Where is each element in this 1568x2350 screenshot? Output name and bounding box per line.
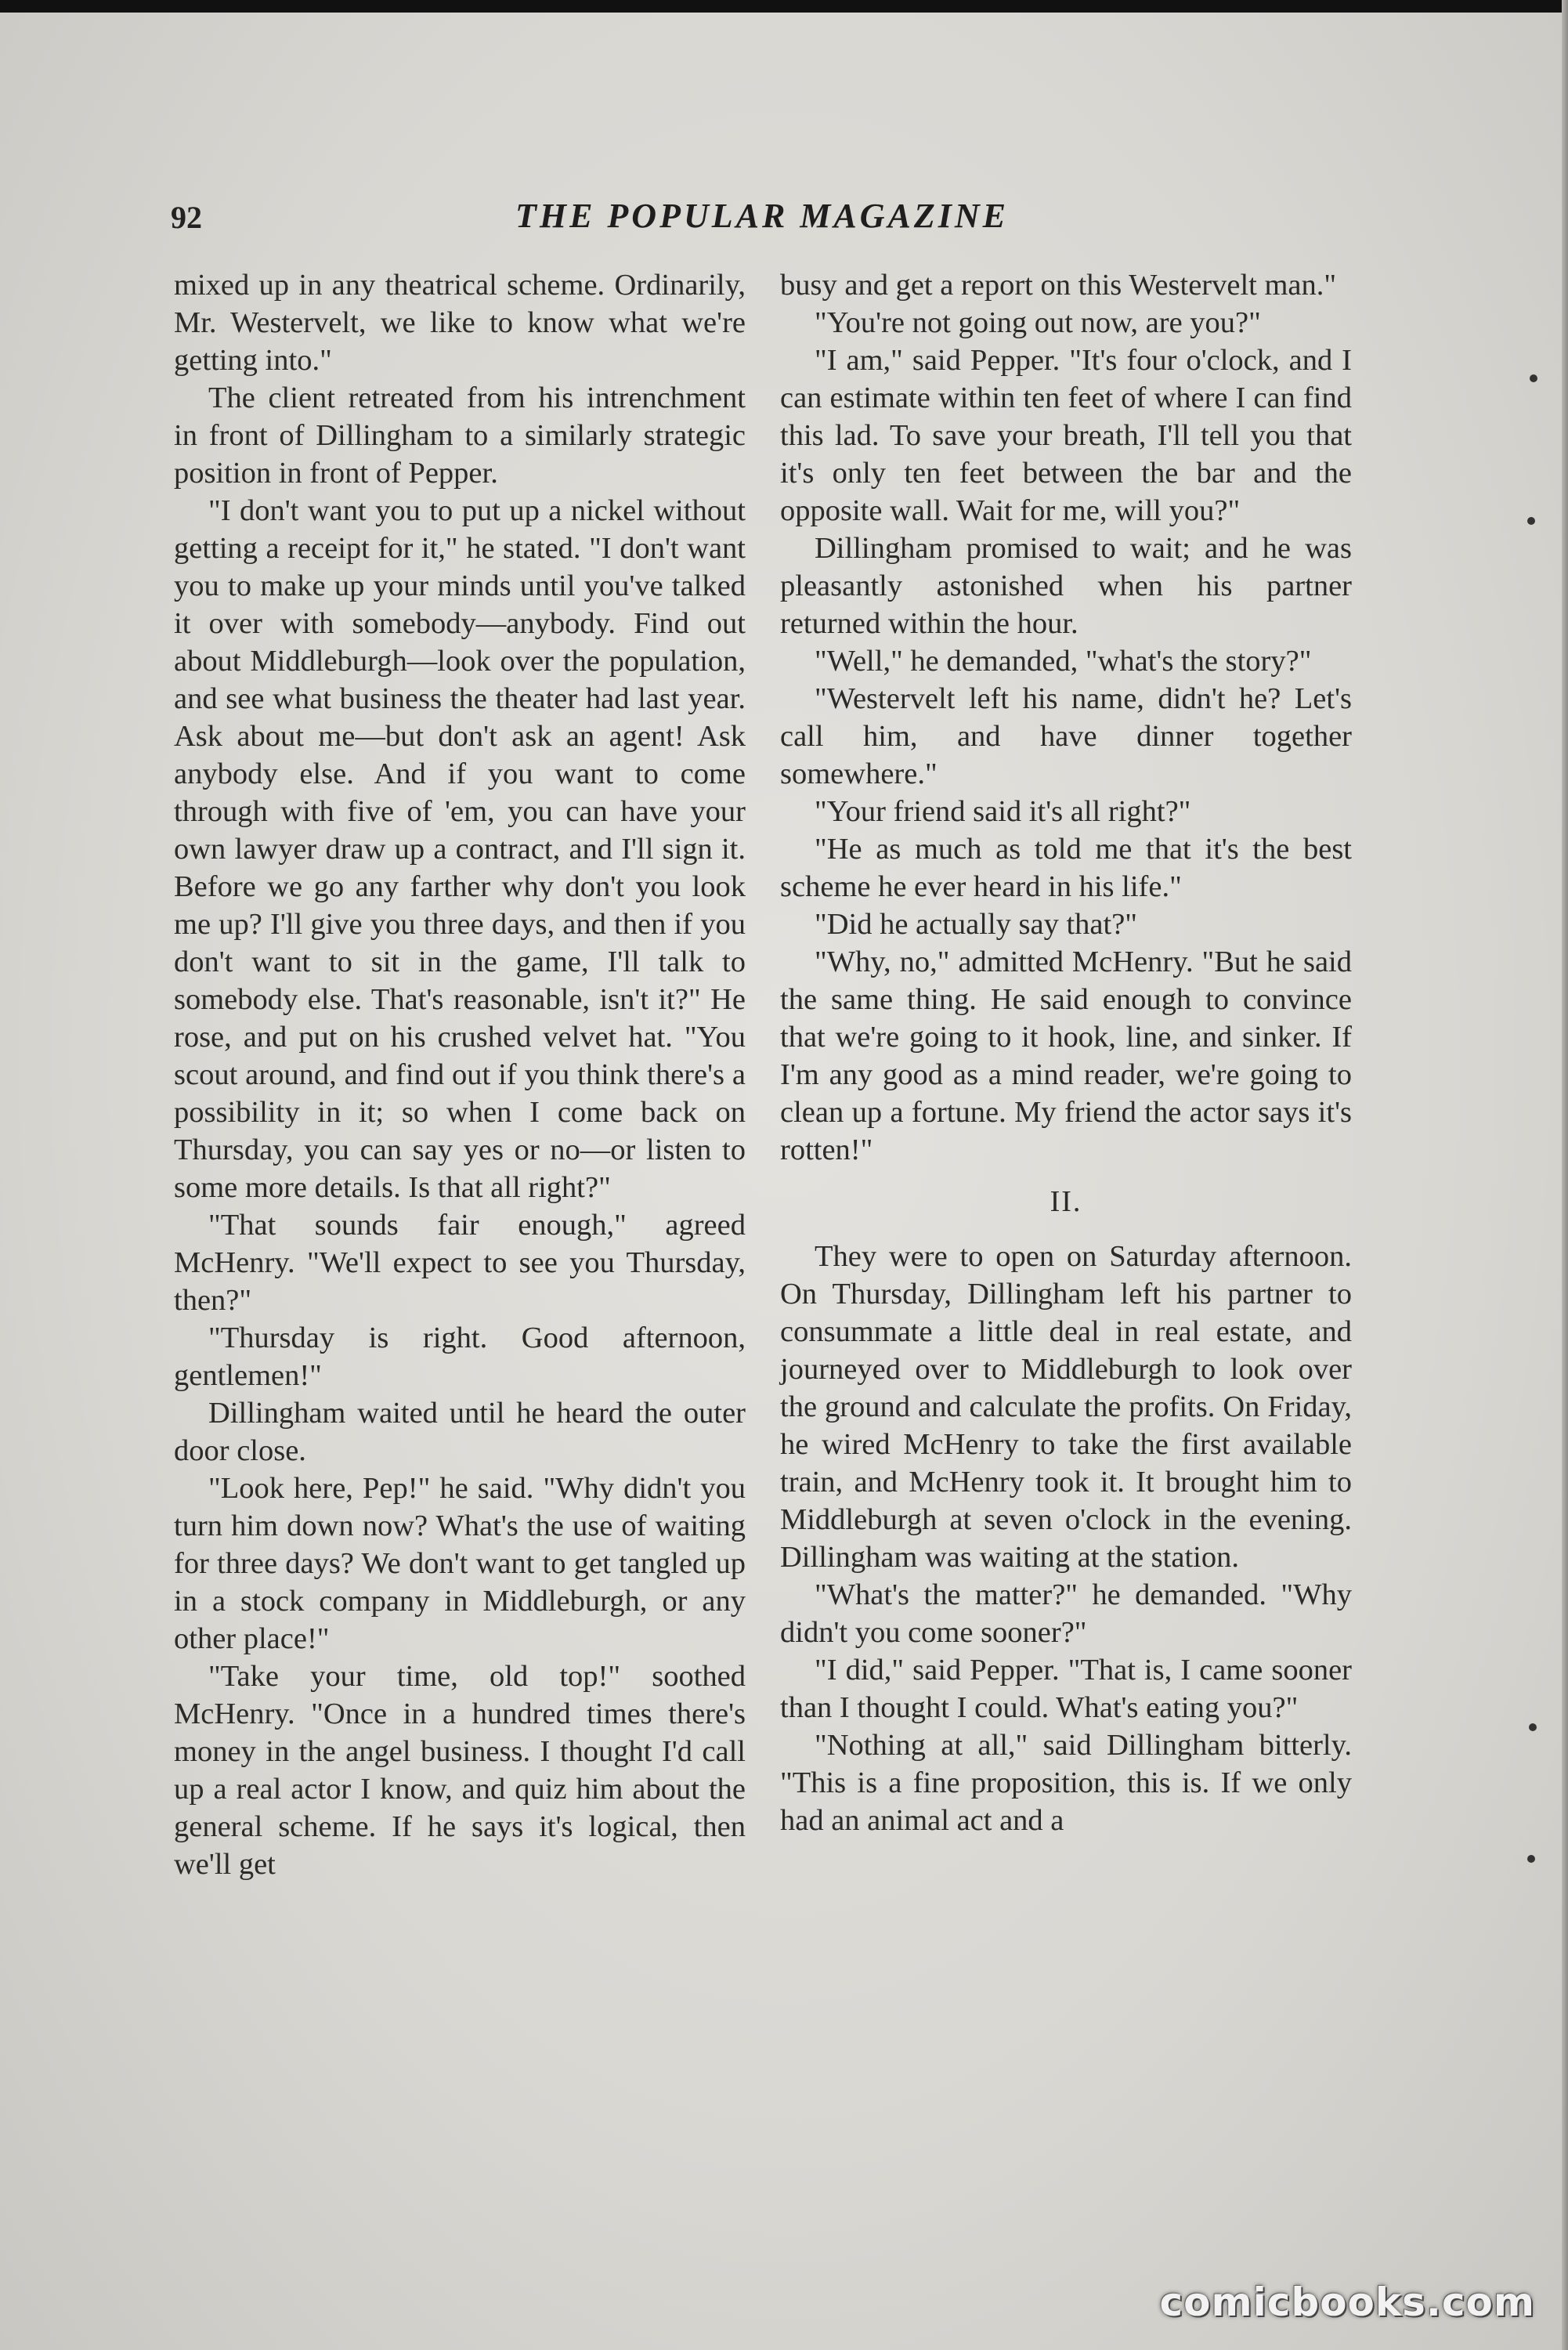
paragraph: Dillingham promised to wait; and he was pleasantly astonished when his partner returned within the hour. bbox=[780, 532, 1352, 640]
paragraph: "Thursday is right. Good afternoon, gentlemen!" bbox=[174, 1321, 746, 1392]
paragraph: "I am," said Pepper. "It's four o'clock, and I can estimate within ten feet of where I can find this lad. To save your breath, I'll tell you that it's only ten feet between the bar and the opposite wall. Wait for me, will you?" bbox=[780, 344, 1352, 527]
paragraph: "That sounds fair enough," agreed McHenry. "We'll expect to see you Thursday, then?" bbox=[174, 1209, 746, 1317]
left-text-column bbox=[174, 266, 746, 1883]
paragraph: "What's the matter?" he demanded. "Why didn't you come sooner?" bbox=[780, 1578, 1352, 1649]
continued-paragraph: busy and get a report on this Westervelt man." bbox=[780, 269, 1337, 302]
paragraph: "Westervelt left his name, didn't he? Let's call him, and have dinner together somewhere." bbox=[780, 682, 1352, 790]
section-heading: II. bbox=[1050, 1185, 1082, 1218]
print-speck bbox=[1527, 517, 1535, 525]
page-edge-shadow bbox=[1562, 0, 1568, 2350]
paragraph: "I did," said Pepper. "That is, I came sooner than I thought I could. What's eating you?" bbox=[780, 1654, 1352, 1724]
paragraph: "Look here, Pep!" he said. "Why didn't you turn him down now? What's the use of waiting for three days? We don't want to get tangled up in a stock company in Middleburgh, or any other place!" bbox=[174, 1472, 746, 1655]
continued-paragraph: mixed up in any theatrical scheme. Ordinarily, Mr. Westervelt, we like to know what we're getting into." bbox=[174, 269, 746, 377]
print-speck bbox=[1529, 1723, 1537, 1731]
paragraph: "Your friend said it's all right?" bbox=[815, 795, 1191, 828]
top-border bbox=[0, 0, 1568, 13]
paragraph: "Why, no," admitted McHenry. "But he said the same thing. He said enough to convince that we're going to it hook, line, and sinker. If I'm any good as a mind reader, we're going to clean up a fortune. My friend the actor says it's rotten!" bbox=[780, 945, 1352, 1166]
paragraph: Dillingham waited until he heard the outer door close. bbox=[174, 1397, 746, 1467]
paragraph: The client retreated from his intrenchment in front of Dillingham to a similarly strategic position in front of Pepper. bbox=[174, 381, 746, 490]
right-text-column bbox=[780, 266, 1352, 1839]
paragraph: They were to open on Saturday afternoon. On Thursday, Dillingham left his partner to consummate a little deal in real estate, and journeyed over to Middleburgh to look over the ground and calculate the profits. On Friday, he wired McHenry to take the first available train, and McHenry took it. It brought him to Middleburgh at seven o'clock in the evening. Dillingham was waiting at the station. bbox=[780, 1240, 1352, 1574]
paragraph: "I don't want you to put up a nickel without getting a receipt for it," he stated. "I don't want you to make up your minds until you've talked it over with somebody—anybody. Find out about Middleburgh—look over the population, and see what business the theater had last year. Ask about me—but don't ask an agent! Ask anybody else. And if you want to come through with five of 'em, you can have your own lawyer draw up a contract, and I'll sign it. Before we go any farther why don't you look me up? I'll give you three days, and then if you don't want to sit in the game, I'll talk to somebody else. That's reasonable, isn't it?" He rose, and put on his crushed velvet hat. "You scout around, and find out if you think there's a possibility in it; so when I come back on Thursday, you can say yes or no—or listen to some more details. Is that all right?" bbox=[174, 494, 746, 1204]
page-number: 92 bbox=[171, 200, 202, 235]
paragraph: "Take your time, old top!" soothed McHenry. "Once in a hundred times there's money in the angel business. I thought I'd call up a real actor I know, and quiz him about the general scheme. If he says it's logical, then we'll get bbox=[174, 1660, 746, 1881]
page-header bbox=[171, 196, 1353, 243]
print-speck bbox=[1527, 1855, 1535, 1863]
watermark: comicbooks.com bbox=[1159, 2280, 1535, 2325]
print-speck bbox=[1530, 374, 1537, 382]
paragraph: "Well," he demanded, "what's the story?" bbox=[815, 645, 1312, 678]
paragraph: "He as much as told me that it's the best scheme he ever heard in his life." bbox=[780, 833, 1352, 903]
running-title: THE POPULAR MAGAZINE bbox=[515, 197, 1010, 235]
paragraph: "You're not going out now, are you?" bbox=[815, 306, 1261, 339]
paragraph: "Nothing at all," said Dillingham bitterly. "This is a fine proposition, this is. If we only had an animal act and a bbox=[780, 1729, 1352, 1837]
paragraph: "Did he actually say that?" bbox=[815, 908, 1138, 941]
